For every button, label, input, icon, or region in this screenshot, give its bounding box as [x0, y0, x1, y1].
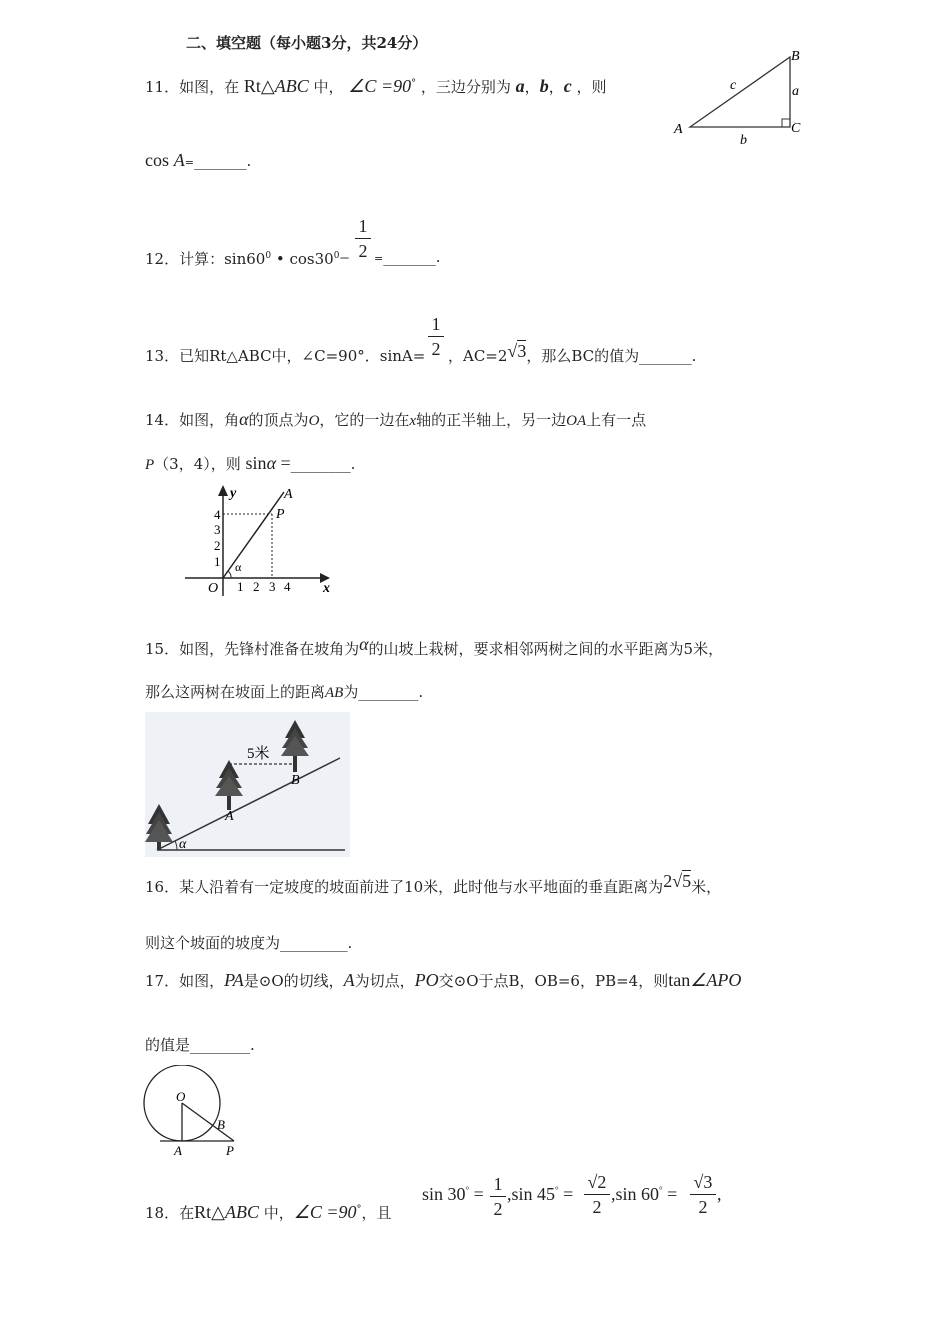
q18-fraction-3: √3 2: [690, 1172, 716, 1217]
question-14-line2: P（3，4），则 sinα =________.: [145, 453, 356, 473]
q13-answer-blank[interactable]: _______.: [639, 347, 697, 365]
q15-slope-figure: [145, 712, 350, 857]
figure-background: [145, 712, 350, 857]
ray-OA: [223, 492, 284, 578]
label-O: O: [176, 1089, 186, 1104]
y-tick-4: 4: [214, 507, 221, 522]
q11-triangle-figure: [670, 42, 820, 152]
angle-label: α: [235, 560, 242, 574]
question-11-line2: cos A=_______.: [145, 150, 252, 170]
q11-number: 11．如图，在: [145, 78, 240, 96]
q11-answer-blank[interactable]: _______.: [194, 152, 252, 170]
point-A-label: A: [284, 487, 293, 502]
q18-sin30: sin 30° =: [422, 1184, 484, 1204]
q12-tail: =_______.: [374, 248, 441, 266]
y-tick-2: 2: [214, 538, 221, 553]
q18-fraction-1: 1 2: [490, 1174, 506, 1219]
question-17-line1: 17．如图，PA是⊙O的切线，A为切点，PO交⊙O于点B，OB=6，PB=4，则tan∠APO: [145, 970, 742, 990]
question-13: 13．已知Rt△ABC中，∠C=90°．sinA=: [145, 347, 426, 365]
q18-sin60: ,sin 60° =: [611, 1184, 678, 1204]
question-12: 12．计算：$\sin 60^0$ • $\cos 30^0-$: [145, 248, 350, 268]
question-17-line2: 的值是________.: [145, 1036, 255, 1054]
label-a: a: [792, 84, 799, 99]
triangle-shape: [690, 57, 790, 127]
question-15-line1: 15．如图，先锋村准备在坡角为α的山坡上栽树，要求相邻两树之间的水平距离为5米，: [145, 634, 724, 658]
q13-fraction: 1 2: [428, 314, 444, 359]
q14-answer-blank[interactable]: ________.: [290, 455, 356, 473]
origin-label: O: [208, 581, 219, 596]
y-tick-3: 3: [214, 522, 221, 537]
label-A: A: [674, 122, 683, 137]
angle-arc: [228, 571, 231, 578]
q14-coordinate-figure: [180, 480, 340, 598]
point-A-label: A: [225, 809, 234, 824]
label-b: b: [740, 133, 747, 148]
x-tick-2: 2: [253, 579, 260, 594]
question-11-line1: 11．如图，在 Rt△ABC 中， ∠C =90° ，三边分别为 a，b，c ，则: [145, 76, 607, 96]
label-B: B: [217, 1117, 225, 1132]
question-16-line1: 16．某人沿着有一定坡度的坡面前进了10米，此时他与水平地面的垂直距离为2√5米，: [145, 871, 722, 896]
q16-answer-blank[interactable]: _________.: [280, 934, 353, 952]
q17-answer-blank[interactable]: ________.: [190, 1036, 255, 1054]
right-angle-mark: [782, 119, 790, 127]
label-A: A: [174, 1143, 182, 1158]
q12-number: 12．计算：: [145, 250, 225, 268]
label-B: B: [791, 49, 800, 64]
x-tick-3: 3: [269, 579, 276, 594]
q18-comma: ,: [717, 1184, 722, 1204]
x-tick-1: 1: [237, 579, 244, 594]
label-c: c: [730, 78, 737, 93]
point-P-label: P: [276, 507, 285, 522]
q15-answer-blank[interactable]: ________.: [358, 683, 424, 701]
x-label: x: [323, 581, 330, 596]
label-P: P: [226, 1143, 234, 1158]
question-14-line1: 14．如图，角α的顶点为O，它的一边在x轴的正半轴上，另一边OA上有一点: [145, 409, 647, 429]
q18-fraction-2: √2 2: [584, 1172, 610, 1217]
label-C: C: [791, 121, 801, 136]
q12-answer-blank[interactable]: _______.: [383, 248, 441, 266]
q18-sin45: ,sin 45° =: [507, 1184, 574, 1204]
question-16-line2: 则这个坡面的坡度为_________.: [145, 934, 353, 952]
q17-circle-figure: [140, 1065, 250, 1160]
question-15-line2: 那么这两树在坡面上的距离AB为________.: [145, 683, 424, 701]
q12-fraction: 1 2: [355, 216, 371, 261]
distance-label: 5米: [247, 746, 270, 762]
section-title: 二、填空题（每小题3分，共24分）: [186, 34, 428, 52]
y-axis-arrow: [218, 485, 228, 496]
x-tick-4: 4: [284, 579, 291, 594]
y-label: y: [230, 486, 237, 501]
q13-tail: ，AC=2√3，那么BC的值为_______.: [448, 341, 697, 365]
question-18-line1: 18．在Rt△ABC 中，∠C =90°，且: [145, 1202, 392, 1222]
angle-label: α: [179, 837, 187, 852]
y-tick-1: 1: [214, 554, 221, 569]
point-B-label: B: [291, 773, 300, 788]
segment-OP: [182, 1103, 234, 1141]
